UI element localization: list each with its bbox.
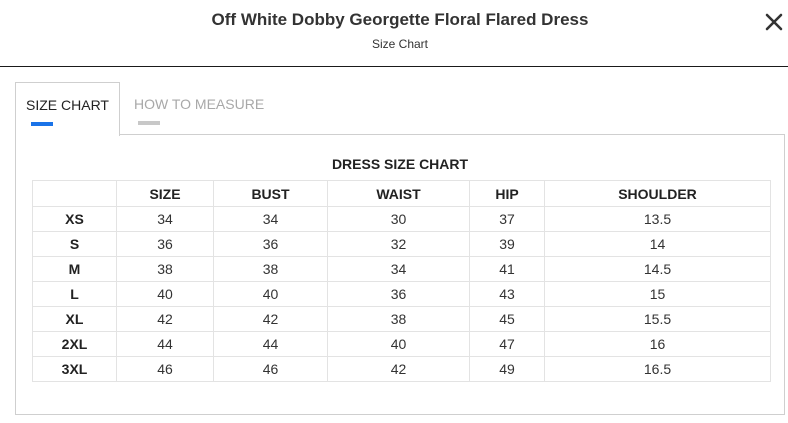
table-cell: 40 (328, 332, 470, 357)
tab-active-indicator (31, 122, 53, 126)
table-cell: 40 (214, 282, 328, 307)
table-cell: 42 (328, 357, 470, 382)
table-cell: 13.5 (545, 207, 771, 232)
table-cell: 47 (470, 332, 545, 357)
size-chart-panel (15, 134, 785, 415)
column-header: HIP (470, 181, 545, 207)
table-cell: 15 (545, 282, 771, 307)
close-icon (762, 10, 786, 34)
table-cell: 36 (328, 282, 470, 307)
table-cell: 38 (328, 307, 470, 332)
table-row (33, 207, 771, 232)
table-cell: 46 (117, 357, 214, 382)
table-cell: 49 (470, 357, 545, 382)
table-row (33, 357, 771, 382)
table-cell: 38 (214, 257, 328, 282)
table-cell: 34 (328, 257, 470, 282)
table-row (33, 307, 771, 332)
table-row (33, 282, 771, 307)
tab-how-to-measure-label: HOW TO MEASURE (134, 96, 265, 112)
table-cell: 36 (214, 232, 328, 257)
size-label-cell: 2XL (33, 332, 117, 357)
table-cell: 41 (470, 257, 545, 282)
size-label-cell: XL (33, 307, 117, 332)
modal-header (0, 0, 788, 67)
table-cell: 34 (117, 207, 214, 232)
size-label-cell: M (33, 257, 117, 282)
size-table (32, 180, 771, 382)
chart-title: DRESS SIZE CHART (331, 156, 469, 172)
table-cell: 34 (214, 207, 328, 232)
close-button[interactable] (762, 10, 786, 34)
modal-subtitle: Size Chart (371, 37, 429, 51)
table-cell: 14.5 (545, 257, 771, 282)
table-cell: 44 (214, 332, 328, 357)
table-row (33, 332, 771, 357)
tab-inactive-indicator (138, 121, 160, 125)
table-cell: 30 (328, 207, 470, 232)
product-title: Off White Dobby Georgette Floral Flared Dress (211, 10, 589, 29)
table-header-row (33, 181, 771, 207)
table-row (33, 232, 771, 257)
table-cell: 42 (117, 307, 214, 332)
column-header: BUST (214, 181, 328, 207)
table-cell: 40 (117, 282, 214, 307)
table-cell: 42 (214, 307, 328, 332)
table-cell: 44 (117, 332, 214, 357)
size-label-cell: XS (33, 207, 117, 232)
table-cell: 16.5 (545, 357, 771, 382)
table-cell: 39 (470, 232, 545, 257)
table-cell: 45 (470, 307, 545, 332)
table-row (33, 257, 771, 282)
table-cell: 36 (117, 232, 214, 257)
tab-size-chart-label: SIZE CHART (26, 97, 109, 113)
table-cell: 46 (214, 357, 328, 382)
column-header: WAIST (328, 181, 470, 207)
tab-how-to-measure[interactable] (119, 82, 279, 134)
size-label-cell: 3XL (33, 357, 117, 382)
table-cell: 16 (545, 332, 771, 357)
table-cell: 38 (117, 257, 214, 282)
table-cell: 43 (470, 282, 545, 307)
table-cell: 37 (470, 207, 545, 232)
column-header: SHOULDER (545, 181, 771, 207)
table-cell: 32 (328, 232, 470, 257)
column-header: SIZE (117, 181, 214, 207)
table-cell: 14 (545, 232, 771, 257)
table-cell: 15.5 (545, 307, 771, 332)
tab-size-chart[interactable] (15, 82, 120, 136)
size-label-cell: S (33, 232, 117, 257)
column-header (33, 181, 117, 207)
size-label-cell: L (33, 282, 117, 307)
